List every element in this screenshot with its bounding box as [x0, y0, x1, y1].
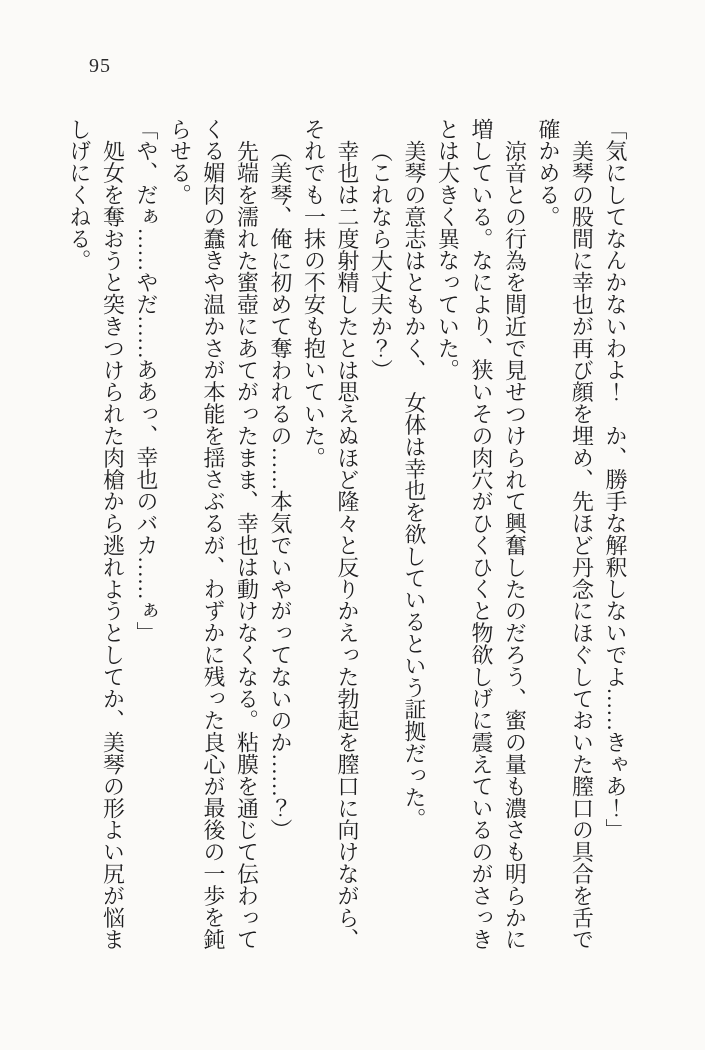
paragraph-dialogue-1: 「気にしてなんかないわよ！ か、勝手な解釈しないでよ……きゃあ！」 — [603, 118, 628, 841]
paragraph-narration-6: 処女を奪おうと突きつけられた肉槍から逃れようとしてか、美琴の形よい尻が悩ましげにくねる。 — [67, 118, 126, 951]
novel-text-block — [63, 118, 633, 952]
paragraph-narration-2: 涼音との行為を間近で見せつけられて興奮したのだろう、蜜の量も濃さも明らかに増している。なにより、狭いその肉穴がひくひくと物欲しげに震えているのがさっきとは大きく異なっていた。 — [435, 118, 528, 951]
page-number: 95 — [89, 55, 111, 77]
paragraph-narration-4: 幸也は二度射精したとは思えぬほど隆々と反りかえった勃起を膣口に向けながら、それでも一抹の不安も抱いていた。 — [301, 118, 360, 951]
paragraph-thought-1: （これなら大丈夫か？） — [368, 139, 394, 381]
paragraph-narration-1: 美琴の股間に幸也が再び顔を埋め、先ほど丹念にほぐしておいた膣口の具合を舌で確かめる。 — [536, 118, 595, 951]
paragraph-narration-3: 美琴の意志はともかく、 女体は幸也を欲しているという証拠だった。 — [402, 139, 427, 830]
paragraph-thought-2: （美琴、俺に初めて奪われるの……本気でいやがってないのか……？） — [268, 139, 293, 841]
paragraph-dialogue-2: 「や、だぁ……やだ……ああっ、幸也のバカ……ぁ」 — [134, 118, 159, 644]
paragraph-narration-5: 先端を濡れた蜜壺にあてがったまま、幸也は動けなくなる。粘膜を通じて伝わってくる媚肉の蠢きや温かさが本能を揺さぶるが、わずかに残った良心が最後の一歩を鈍らせる。 — [167, 118, 260, 951]
